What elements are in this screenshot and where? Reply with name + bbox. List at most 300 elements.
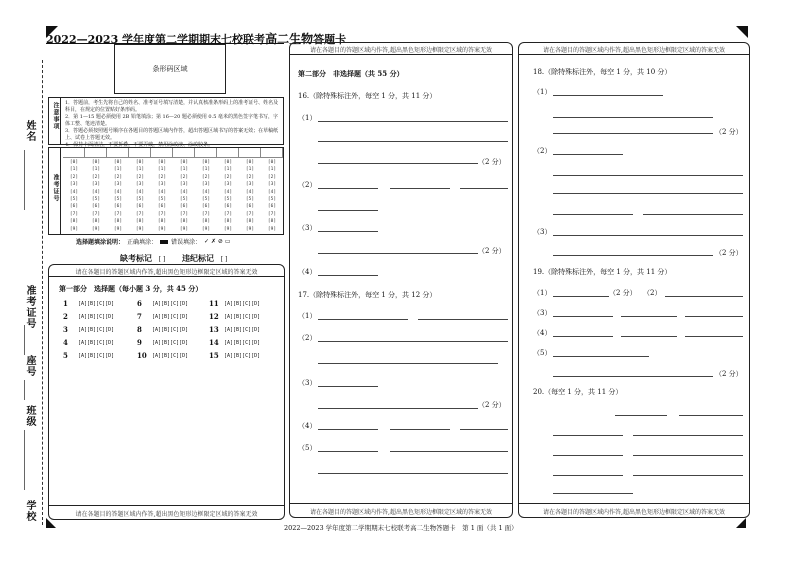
choice-question-number: 12 (209, 312, 219, 321)
choice-question-3[interactable] (63, 325, 114, 334)
exam-number-bubble[interactable]: [6] (113, 204, 123, 210)
q19-sub4-answer-line-2[interactable] (621, 336, 677, 337)
fill-correct-mark (160, 240, 168, 244)
exam-number-bubble[interactable]: [4] (91, 189, 101, 195)
exam-number-bubble[interactable]: [6] (135, 204, 145, 210)
violation-mark-label: 违纪标记 (182, 253, 214, 263)
choice-options[interactable]: [A][B][C][D] (78, 313, 115, 320)
q18-sub1-answer-line-2[interactable] (553, 117, 713, 118)
q17-sub2-answer-line[interactable] (318, 341, 508, 342)
barcode-label: 条形码区域 (152, 65, 188, 73)
right-notice-top: 请在各题目的答题区域内作答,超出黑色矩形边框限定区域的答案无效 (543, 47, 725, 54)
q17-sub3-label: （3） (298, 379, 317, 387)
exam-number-bubble[interactable]: [2] (179, 174, 189, 180)
choice-options[interactable]: [A][B][C][D] (152, 313, 189, 320)
q17-sub5-label: （5） (298, 444, 317, 452)
q20-answer-line-2[interactable] (679, 415, 743, 416)
q16-sub1-label: （1） (298, 114, 317, 122)
exam-number-bubble[interactable]: [8] (267, 219, 277, 225)
q16-sub1-answer-line-2[interactable] (318, 141, 508, 142)
exam-number-column (107, 159, 129, 233)
exam-number-write-box[interactable] (129, 148, 151, 158)
exam-number-bubble[interactable]: [4] (113, 189, 123, 195)
exam-number-column (261, 159, 283, 233)
q16-sub3-label: （3） (298, 224, 317, 232)
choice-question-1[interactable] (63, 299, 114, 308)
exam-number-bubble[interactable]: [7] (245, 211, 255, 217)
q19-sub1-points: （2 分） (609, 289, 637, 297)
exam-number-bubble[interactable]: [8] (223, 219, 233, 225)
q19-sub4-answer-line[interactable] (553, 336, 613, 337)
exam-number-bubble[interactable]: [5] (113, 197, 123, 203)
q16-sub4-answer-line[interactable] (318, 275, 378, 276)
exam-number-bubble[interactable]: [0] (157, 160, 167, 165)
exam-number-bubble[interactable]: [9] (91, 226, 101, 232)
exam-number-bubble[interactable]: [8] (135, 219, 145, 225)
exam-number-column (129, 159, 151, 233)
exam-number-bubble[interactable]: [1] (91, 167, 101, 173)
exam-number-bubble[interactable]: [2] (69, 174, 79, 180)
exam-number-bubble[interactable]: [3] (245, 182, 255, 188)
choice-question-12[interactable] (209, 312, 260, 321)
choice-question-7[interactable] (137, 312, 188, 321)
exam-number-bubble[interactable]: [7] (69, 211, 79, 217)
exam-number-bubble[interactable]: [3] (157, 182, 167, 188)
choice-options[interactable]: [A][B][C][D] (224, 313, 261, 320)
choice-options[interactable]: [A][B][C][D] (152, 300, 189, 307)
q17-sub1-label: （1） (298, 312, 317, 320)
exam-number-bubble[interactable]: [1] (245, 167, 255, 173)
q17-sub3-answer-line[interactable] (318, 386, 378, 387)
choice-options[interactable]: [A][B][C][D] (152, 352, 189, 359)
q17-sub3-answer-line-2[interactable] (318, 408, 478, 409)
exam-number-bubble[interactable]: [6] (223, 204, 233, 210)
choice-options[interactable]: [A][B][C][D] (224, 300, 261, 307)
exam-number-bubble[interactable]: [1] (267, 167, 277, 173)
exam-number-bubble[interactable]: [9] (179, 226, 189, 232)
choice-options[interactable]: [A][B][C][D] (78, 339, 115, 346)
exam-number-write-box[interactable] (85, 148, 107, 158)
q18-sub2-answer-line-4[interactable] (553, 214, 633, 215)
q19-sub3-answer-line[interactable] (553, 316, 613, 317)
exam-number-bubble[interactable]: [2] (135, 174, 145, 180)
seat-field[interactable] (24, 380, 34, 400)
exam-number-bubble[interactable]: [9] (223, 226, 233, 232)
choice-question-number: 6 (137, 299, 142, 308)
exam-number-write-box[interactable] (195, 148, 217, 158)
q20-answer-line-9[interactable] (553, 493, 633, 494)
exam-no-label: 准考证号 (24, 285, 35, 329)
q16-sub1-answer-line-3[interactable] (318, 163, 478, 164)
right-notice-bottom-line (519, 503, 749, 504)
q16-sub2-answer-line-3[interactable] (460, 188, 508, 189)
exam-number-bubble[interactable]: [1] (223, 167, 233, 173)
exam-number-column (63, 159, 85, 233)
middle-notice-top: 请在各题目的答题区域内作答,超出黑色矩形边框限定区域的答案无效 (310, 47, 492, 54)
exam-number-bubble[interactable]: [4] (245, 189, 255, 195)
choice-question-11[interactable] (209, 299, 260, 308)
exam-number-bubble[interactable]: [0] (179, 160, 189, 165)
part1-panel (48, 264, 285, 520)
choice-question-14[interactable] (209, 338, 260, 347)
choice-question-4[interactable] (63, 338, 114, 347)
right-panel (518, 42, 750, 518)
q19-sub3-answer-line-2[interactable] (621, 316, 677, 317)
q18-sub3-points: （2 分） (715, 249, 743, 257)
exam-number-bubble[interactable]: [0] (245, 160, 255, 165)
exam-number-bubble[interactable]: [5] (179, 197, 189, 203)
middle-notice-bottom-line (290, 503, 512, 504)
exam-number-bubble[interactable]: [7] (135, 211, 145, 217)
exam-number-bubble[interactable]: [7] (91, 211, 101, 217)
q19-sub4-answer-line-3[interactable] (685, 336, 743, 337)
part1-notice-bottom-line (49, 505, 284, 506)
choice-options[interactable]: [A][B][C][D] (78, 326, 115, 333)
exam-number-bubble[interactable]: [2] (91, 174, 101, 180)
right-notice-line (519, 54, 749, 55)
exam-number-bubble[interactable]: [0] (91, 160, 101, 165)
exam-number-label-box (49, 148, 61, 234)
q17-sub5-answer-line[interactable] (318, 451, 378, 452)
exam-number-column (217, 159, 239, 233)
exam-number-bubble[interactable]: [0] (223, 160, 233, 165)
q17-sub2-label: （2） (298, 334, 317, 342)
notes-heading-box (49, 98, 61, 144)
q18-sub2-answer-line-5[interactable] (643, 214, 743, 215)
choice-question-number: 3 (63, 325, 68, 334)
corner-marker-top-right (736, 26, 748, 38)
exam-number-bubble[interactable]: [2] (201, 174, 211, 180)
q17-sub1-answer-line-2[interactable] (418, 319, 508, 320)
q16-sub3-answer-line-2[interactable] (318, 253, 478, 254)
exam-number-bubble[interactable]: [7] (113, 211, 123, 217)
part1-notice-top: 请在各题目的答题区域内作答,超出黑色矩形边框限定区域的答案无效 (75, 269, 258, 276)
q17-sub2-answer-line-2[interactable] (318, 363, 498, 364)
exam-number-bubble[interactable]: [0] (267, 160, 277, 165)
q19-sub2-label: （2） (643, 289, 662, 297)
choice-question-9[interactable] (137, 338, 188, 347)
exam-number-bubble[interactable]: [5] (245, 197, 255, 203)
part1-notice-line (49, 276, 284, 277)
title-suffix: 答题卡 (313, 33, 347, 46)
title-prefix: 2022—2023 学年度第二学期期末七校联考 (46, 33, 266, 46)
choice-options[interactable]: [A][B][C][D] (152, 326, 189, 333)
choice-question-number: 11 (209, 299, 219, 308)
q17-sub3-points: （2 分） (478, 401, 506, 409)
q20-answer-line-1[interactable] (615, 415, 667, 416)
choice-question-number: 10 (137, 351, 147, 360)
choice-question-15[interactable] (209, 351, 260, 360)
exam-number-bubble[interactable]: [6] (201, 204, 211, 210)
exam-number-bubble[interactable]: [3] (135, 182, 145, 188)
exam-number-bubble[interactable]: [8] (113, 219, 123, 225)
fill-example (76, 237, 231, 246)
exam-number-bubble[interactable]: [4] (267, 189, 277, 195)
choice-question-10[interactable] (137, 351, 188, 360)
exam-number-bubble[interactable]: [8] (179, 219, 189, 225)
exam-number-bubble[interactable]: [2] (157, 174, 167, 180)
exam-number-bubble[interactable]: [9] (267, 226, 277, 232)
exam-number-bubble[interactable]: [6] (91, 204, 101, 210)
exam-number-bubble[interactable]: [5] (69, 197, 79, 203)
exam-number-bubble[interactable]: [5] (157, 197, 167, 203)
exam-number-bubble[interactable]: [7] (157, 211, 167, 217)
exam-number-bubble[interactable]: [4] (69, 189, 79, 195)
exam-number-bubble[interactable]: [1] (135, 167, 145, 173)
notes-heading: 注意事项 (52, 102, 59, 130)
exam-number-bubble[interactable]: [1] (113, 167, 123, 173)
fill-correct-label: 正确填涂： (127, 239, 158, 246)
notes-item-1: 1．答题前，考生先将自己的姓名、准考证号填写清楚，并认真核准条形码上的准考证号、姓名及科目，在规定的位置贴好条形码。 (65, 100, 279, 113)
q18-sub2-label: （2） (533, 147, 552, 155)
corner-marker-bottom-right (736, 518, 746, 528)
absent-mark-box[interactable]: [ ] (158, 256, 166, 263)
part2-heading: 第二部分 非选择题（共 55 分） (298, 69, 404, 78)
exam-number-column (195, 159, 217, 233)
exam-number-bubble[interactable]: [3] (267, 182, 277, 188)
q19-sub5-answer-line[interactable] (553, 356, 649, 357)
q18-sub1-label: （1） (533, 88, 552, 96)
choice-options[interactable]: [A][B][C][D] (224, 352, 261, 359)
q16-sub2-label: （2） (298, 181, 317, 189)
notes-box (48, 97, 284, 148)
choice-question-number: 15 (209, 351, 219, 360)
q17-sub4-answer-line[interactable] (318, 429, 378, 430)
exam-number-bubble[interactable]: [2] (245, 174, 255, 180)
fill-wrong-marks: ✓ ✗ ⊘ ▭ (204, 238, 231, 245)
q16-sub4-label: （4） (298, 268, 317, 276)
exam-number-bubble[interactable]: [8] (201, 219, 211, 225)
barcode-area (114, 44, 226, 94)
exam-number-bubble[interactable]: [9] (157, 226, 167, 232)
q20-answer-line-3[interactable] (553, 435, 623, 436)
q16-sub1-answer-line[interactable] (318, 121, 508, 122)
exam-number-bubble[interactable]: [7] (223, 211, 233, 217)
choice-options[interactable]: [A][B][C][D] (78, 300, 115, 307)
choice-question-number: 4 (63, 338, 68, 347)
class-label: 班级 (24, 405, 35, 427)
q20-answer-line-7[interactable] (553, 475, 623, 476)
exam-number-bubble[interactable]: [4] (157, 189, 167, 195)
middle-notice-bottom: 请在各题目的答题区域内作答,超出黑色矩形边框限定区域的答案无效 (310, 509, 492, 516)
exam-number-bubble[interactable]: [7] (201, 211, 211, 217)
exam-number-bubble[interactable]: [9] (201, 226, 211, 232)
exam-number-column (85, 159, 107, 233)
choice-options[interactable]: [A][B][C][D] (224, 339, 261, 346)
q19-sub5-points: （2 分） (715, 370, 743, 378)
q20-answer-line-5[interactable] (553, 455, 623, 456)
exam-number-bubble[interactable]: [6] (157, 204, 167, 210)
exam-number-write-box[interactable] (217, 148, 239, 158)
q18-sub3-answer-line-2[interactable] (553, 255, 713, 256)
q18-sub2-answer-line-3[interactable] (553, 193, 743, 194)
exam-number-bubble[interactable]: [6] (69, 204, 79, 210)
q16-heading: 16.（除特殊标注外，每空 1 分，共 11 分） (298, 92, 437, 100)
exam-number-bubble[interactable]: [4] (201, 189, 211, 195)
page-footer: 2022—2023 学年度第二学期期末七校联考高二生物答题卡 第 1 面（共 1 面） (284, 524, 518, 532)
choice-question-number: 2 (63, 312, 68, 321)
q20-answer-line-6[interactable] (633, 455, 743, 456)
notes-list (65, 100, 281, 149)
choice-question-number: 8 (137, 325, 142, 334)
q16-sub3-answer-line[interactable] (318, 231, 378, 232)
q16-sub2-answer-line[interactable] (318, 188, 378, 189)
choice-question-6[interactable] (137, 299, 188, 308)
choice-question-number: 13 (209, 325, 219, 334)
exam-number-bubble[interactable]: [3] (223, 182, 233, 188)
choice-options[interactable]: [A][B][C][D] (224, 326, 261, 333)
exam-number-bubble[interactable]: [5] (201, 197, 211, 203)
exam-number-bubble[interactable]: [8] (157, 219, 167, 225)
q16-sub2-answer-line-2[interactable] (390, 188, 450, 189)
q17-sub5-answer-line-3[interactable] (318, 473, 508, 474)
right-notice-bottom: 请在各题目的答题区域内作答,超出黑色矩形边框限定区域的答案无效 (543, 509, 725, 516)
exam-number-bubble[interactable]: [8] (91, 219, 101, 225)
class-field[interactable] (24, 430, 34, 490)
violation-mark (182, 253, 227, 264)
exam-number-bubble[interactable]: [7] (267, 211, 277, 217)
binding-line (42, 60, 43, 525)
exam-number-write-box[interactable] (63, 148, 85, 158)
q19-sub5-label: （5） (533, 349, 552, 357)
q19-sub3-label: （3） (533, 309, 552, 317)
q17-heading: 17.（除特殊标注外，每空 1 分，共 12 分） (298, 291, 437, 299)
exam-number-bubble[interactable]: [1] (69, 167, 79, 173)
q18-heading: 18.（除特殊标注外，每空 1 分，共 10 分） (533, 68, 672, 76)
exam-number-label: 准考证号 (52, 174, 59, 202)
q18-sub1-points: （2 分） (715, 128, 743, 136)
choice-question-number: 7 (137, 312, 142, 321)
exam-number-box (48, 147, 284, 235)
q20-heading: 20.（每空 1 分，共 11 分） (533, 388, 623, 396)
exam-number-column (173, 159, 195, 233)
q19-sub1-answer-line[interactable] (553, 296, 609, 297)
choice-options[interactable]: [A][B][C][D] (78, 352, 115, 359)
q16-sub2-answer-line-4[interactable] (318, 210, 378, 211)
exam-number-bubble[interactable]: [3] (179, 182, 189, 188)
exam-number-bubble[interactable]: [3] (91, 182, 101, 188)
title-subject: 高二生物 (265, 32, 314, 46)
exam-no-field[interactable] (24, 325, 34, 355)
q19-heading: 19.（除特殊标注外，每空 1 分，共 11 分） (533, 268, 672, 276)
violation-mark-box[interactable]: [ ] (220, 256, 228, 263)
q19-sub4-label: （4） (533, 329, 552, 337)
exam-number-bubble[interactable]: [3] (201, 182, 211, 188)
middle-panel (289, 42, 513, 518)
exam-number-bubble[interactable]: [8] (69, 219, 79, 225)
choice-question-2[interactable] (63, 312, 114, 321)
q18-sub2-answer-line[interactable] (553, 154, 623, 155)
q17-sub4-answer-line-3[interactable] (460, 429, 508, 430)
exam-number-bubble[interactable]: [1] (179, 167, 189, 173)
exam-number-bubble[interactable]: [0] (135, 160, 145, 165)
exam-number-column (151, 159, 173, 233)
q17-sub4-label: （4） (298, 422, 317, 430)
exam-number-bubble[interactable]: [8] (245, 219, 255, 225)
exam-number-bubble[interactable]: [5] (267, 197, 277, 203)
exam-number-bubble[interactable]: [7] (179, 211, 189, 217)
q20-answer-line-4[interactable] (633, 435, 743, 436)
q17-sub1-answer-line[interactable] (318, 319, 408, 320)
exam-number-bubble[interactable]: [3] (113, 182, 123, 188)
exam-number-bubble[interactable]: [5] (135, 197, 145, 203)
part1-heading: 第一部分 选择题（每小题 3 分，共 45 分） (59, 284, 203, 293)
choice-question-number: 14 (209, 338, 219, 347)
exam-number-bubble[interactable]: [2] (223, 174, 233, 180)
exam-number-grid[interactable] (63, 148, 283, 234)
exam-number-bubble[interactable]: [9] (113, 226, 123, 232)
q16-sub3-points: （2 分） (478, 247, 506, 255)
notes-item-3: 3．答题必须按照题号顺序在各题目的答题区域内作答，超出答题区域书写的答案无效；在草稿纸上、试卷上答题无效。 (65, 128, 279, 141)
q17-sub4-answer-line-2[interactable] (390, 429, 450, 430)
exam-number-bubble[interactable]: [9] (135, 226, 145, 232)
q19-sub3-answer-line-3[interactable] (685, 316, 743, 317)
choice-question-number: 5 (63, 351, 68, 360)
choice-question-number: 9 (137, 338, 142, 347)
exam-number-bubble[interactable]: [3] (69, 182, 79, 188)
absent-mark (120, 253, 165, 264)
exam-number-bubble[interactable]: [5] (223, 197, 233, 203)
q18-sub3-label: （3） (533, 228, 552, 236)
choice-options[interactable]: [A][B][C][D] (152, 339, 189, 346)
exam-number-bubble[interactable]: [4] (223, 189, 233, 195)
exam-number-bubble[interactable]: [2] (113, 174, 123, 180)
exam-number-bubble[interactable]: [4] (135, 189, 145, 195)
exam-number-bubble[interactable]: [1] (157, 167, 167, 173)
exam-number-bubble[interactable]: [6] (267, 204, 277, 210)
exam-number-bubble[interactable]: [0] (69, 160, 79, 165)
choice-question-5[interactable] (63, 351, 114, 360)
notes-item-4: 4．保持卡面清洁，不要折叠，不要弄破，禁用涂改液、涂改胶条。 (65, 142, 214, 148)
exam-number-write-box[interactable] (261, 148, 283, 158)
choice-question-number: 1 (63, 299, 68, 308)
notes-item-2: 2．第 1—15 题必须使用 2B 铅笔填涂；第 16—20 题必须使用 0.5 毫米的黑色签字笔书写，字体工整、笔迹清楚。 (65, 114, 278, 127)
exam-number-bubble[interactable]: [2] (267, 174, 277, 180)
choice-question-13[interactable] (209, 325, 260, 334)
exam-number-write-box[interactable] (173, 148, 195, 158)
q18-sub2-answer-line-2[interactable] (553, 175, 743, 176)
exam-number-bubble[interactable]: [5] (91, 197, 101, 203)
exam-number-bubble[interactable]: [1] (201, 167, 211, 173)
fill-example-label: 选择题填涂说明： (76, 239, 125, 246)
exam-number-bubble[interactable]: [4] (179, 189, 189, 195)
exam-number-bubble[interactable]: [6] (245, 204, 255, 210)
middle-notice-line (290, 54, 512, 55)
name-label: 姓名 (24, 120, 35, 142)
choice-question-8[interactable] (137, 325, 188, 334)
name-field[interactable] (24, 150, 34, 210)
exam-number-bubble[interactable]: [6] (179, 204, 189, 210)
q19-sub1-label: （1） (533, 289, 552, 297)
q19-sub5-answer-line-2[interactable] (553, 376, 713, 377)
q18-sub1-answer-line-3[interactable] (553, 133, 713, 134)
exam-number-bubble[interactable]: [9] (245, 226, 255, 232)
q18-sub3-answer-line[interactable] (553, 235, 743, 236)
q17-sub5-answer-line-2[interactable] (390, 451, 508, 452)
exam-number-write-box[interactable] (151, 148, 173, 158)
exam-number-write-box[interactable] (239, 148, 261, 158)
exam-number-bubble[interactable]: [9] (69, 226, 79, 232)
seat-label: 座号 (24, 355, 35, 377)
part1-notice-bottom: 请在各题目的答题区域内作答,超出黑色矩形边框限定区域的答案无效 (75, 511, 258, 518)
q19-sub2-answer-line[interactable] (665, 296, 743, 297)
q18-sub1-answer-line[interactable] (553, 95, 663, 96)
exam-number-bubble[interactable]: [0] (113, 160, 123, 165)
exam-number-write-box[interactable] (107, 148, 129, 158)
q20-answer-line-8[interactable] (633, 475, 743, 476)
school-label: 学校 (24, 500, 35, 522)
exam-number-bubble[interactable]: [0] (201, 160, 211, 165)
